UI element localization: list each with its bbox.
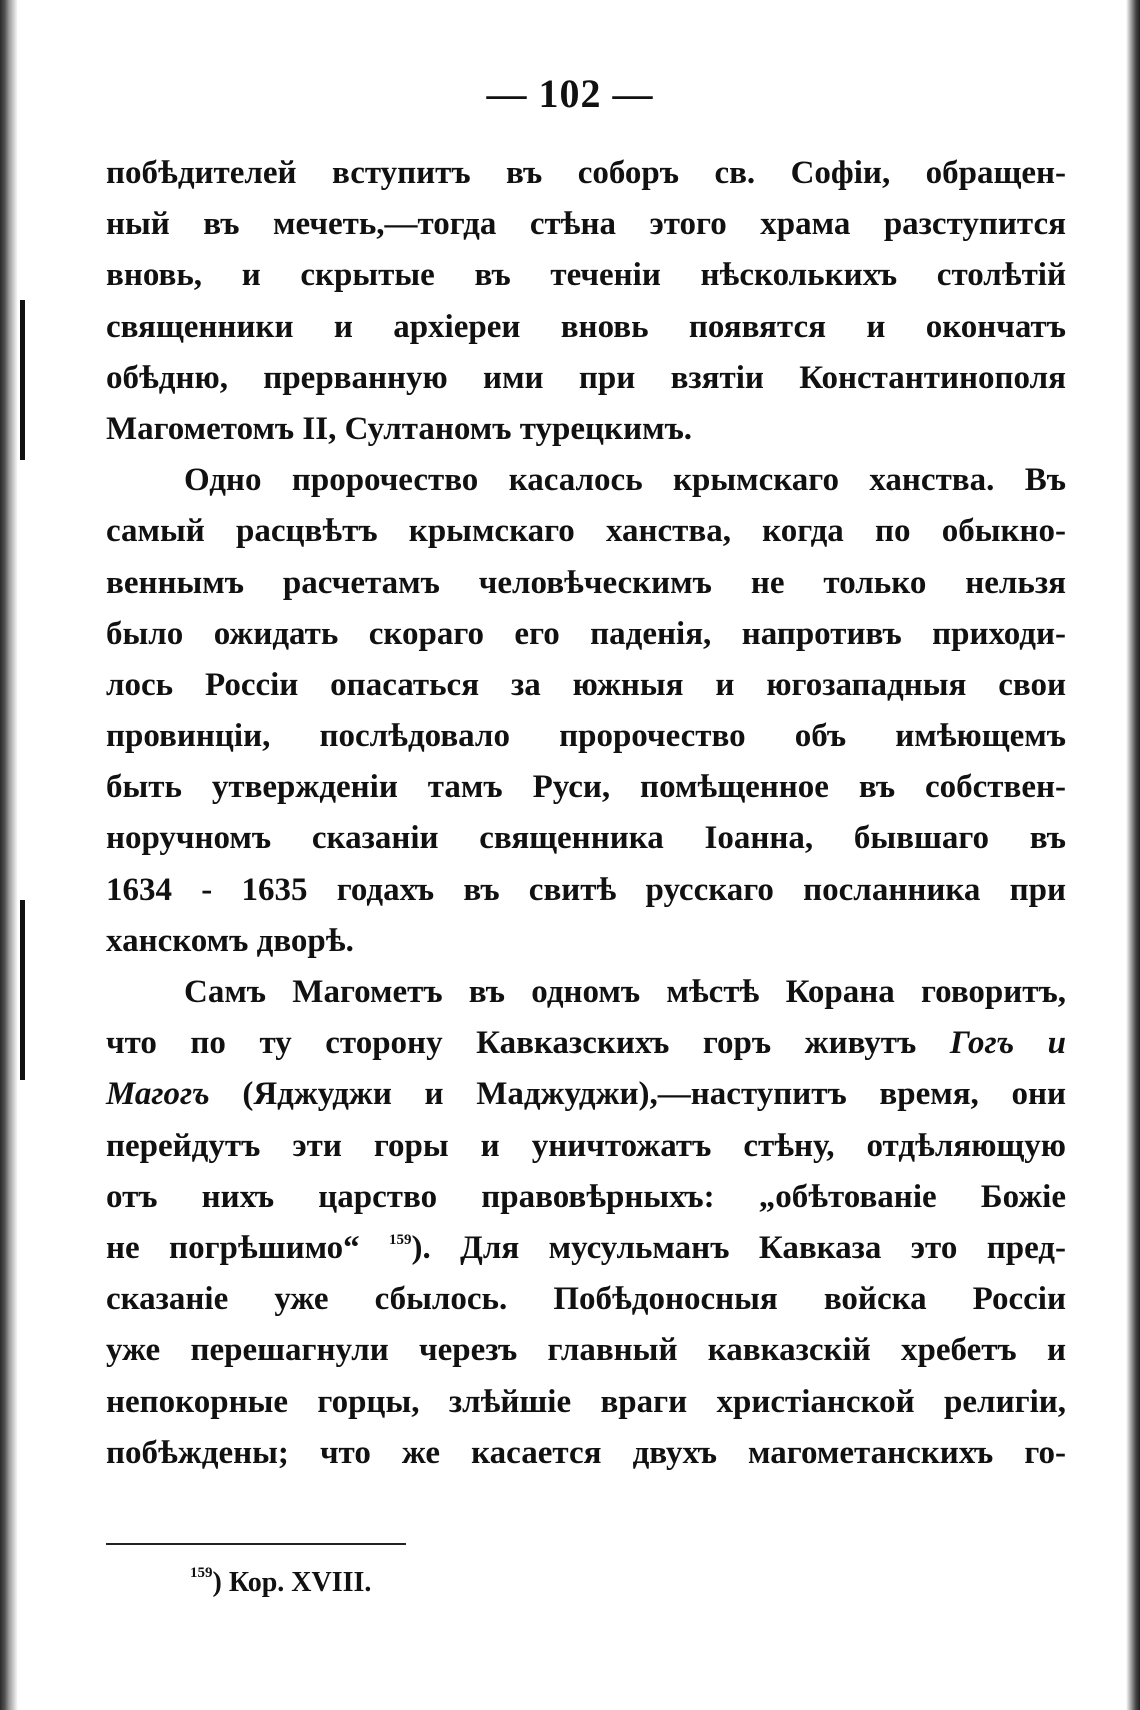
footnote-ref: 159: [389, 1231, 412, 1248]
binding-shadow-mark: [20, 900, 25, 1080]
text-line: обѣдню, прерванную ими при взятіи Константинополя: [106, 359, 1066, 396]
text-line: [106, 1223, 1066, 1274]
text-line: отъ нихъ царство правовѣрныхъ: „обѣтованіе Божіе: [106, 1178, 1066, 1215]
text-line: побѣдителей вступитъ въ соборъ св. Софіи, обращен-: [106, 155, 1066, 191]
scan-right-edge: [1126, 0, 1140, 1710]
binding-shadow-mark: [20, 300, 25, 460]
text-line: перейдутъ эти горы и уничтожатъ стѣну, отдѣляющую: [106, 1127, 1066, 1164]
text-line: побѣждены; что же касается двухъ магометанскихъ го-: [106, 1434, 1066, 1471]
footnote-divider: [106, 1543, 406, 1545]
footnote: [190, 1567, 371, 1599]
text-segment: что по ту сторону Кавказскихъ горъ живутъ: [106, 1025, 917, 1062]
text-line: Одно пророчество касалось крымскаго ханства. Въ: [184, 462, 1066, 499]
body-text: [106, 148, 1066, 1479]
text-line: [106, 1018, 1066, 1069]
text-segment: ). Для мусульманъ Кавказа это пред-: [411, 1229, 1066, 1266]
text-segment: (Яджуджи и Маджуджи),—наступитъ время, они: [242, 1076, 1067, 1113]
text-line: провинціи, послѣдовало пророчество объ имѣющемъ: [106, 718, 1066, 755]
text-line: [106, 1069, 1066, 1120]
text-line: было ожидать скораго его паденія, напротивъ приходи-: [106, 615, 1066, 652]
footnote-number: 159: [190, 1565, 213, 1581]
text-line: священники и архіереи вновь появятся и окончатъ: [106, 308, 1066, 345]
text-line: веннымъ расчетамъ человѣческимъ не только нельзя: [106, 564, 1066, 601]
text-line: 1634 - 1635 годахъ въ свитѣ русскаго посланника при: [106, 871, 1066, 908]
text-line: ный въ мечеть,—тогда стѣна этого храма разступится: [106, 206, 1066, 243]
text-line: быть утвержденіи тамъ Руси, помѣщенное въ собствен-: [106, 769, 1066, 806]
text-line: Самъ Магометъ въ одномъ мѣстѣ Корана говоритъ,: [184, 974, 1066, 1010]
text-segment: не погрѣшимо“: [106, 1229, 360, 1266]
italic-phrase: Магогъ: [106, 1076, 210, 1113]
text-line: ханскомъ дворѣ.: [106, 922, 354, 959]
footnote-text: ) Кор. XVIII.: [212, 1567, 372, 1598]
text-line: уже перешагнули черезъ главный кавказскій хребетъ и: [106, 1332, 1066, 1369]
page-number: — 102 —: [486, 71, 654, 116]
text-line: Магометомъ II, Султаномъ турецкимъ.: [106, 410, 693, 447]
text-line: норучномъ сказаніи священника Іоанна, бывшаго въ: [106, 820, 1066, 857]
scan-left-edge: [0, 0, 18, 1710]
italic-phrase: Гогъ и: [949, 1025, 1066, 1062]
text-line: сказаніе уже сбылось. Побѣдоносныя войска Россіи: [106, 1281, 1066, 1318]
text-line: лось Россіи опасаться за южныя и югозападныя свои: [106, 666, 1066, 703]
text-line: вновь, и скрытые въ теченіи нѣсколькихъ столѣтій: [106, 257, 1066, 294]
text-line: самый расцвѣтъ крымскаго ханства, когда по обыкно-: [106, 513, 1066, 550]
text-line: непокорные горцы, злѣйшіе враги христіанской религіи,: [106, 1383, 1066, 1420]
